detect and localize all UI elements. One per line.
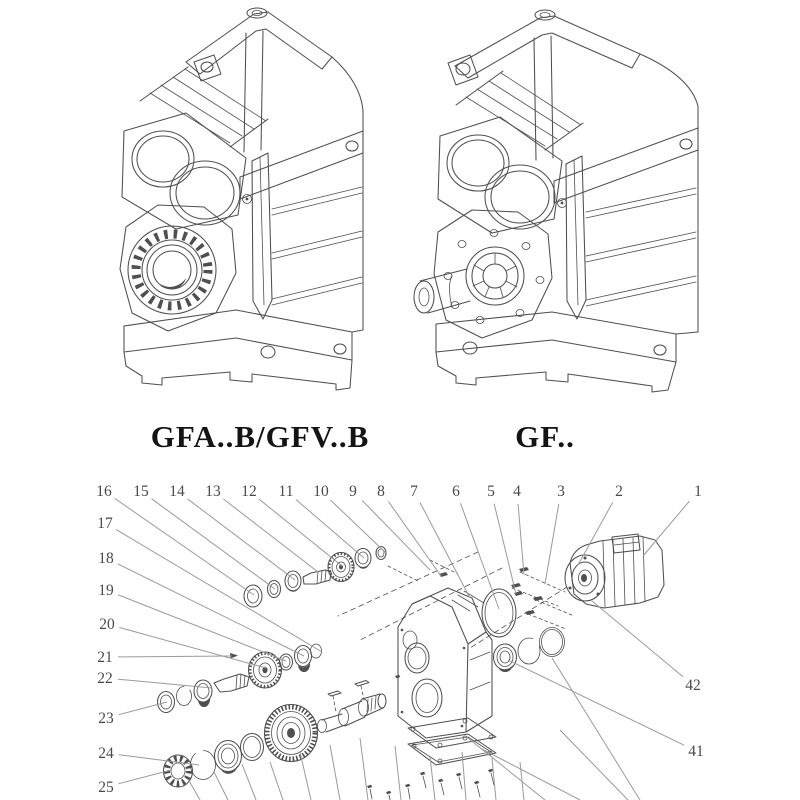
- motor: [565, 534, 664, 608]
- mounting-tab: [448, 55, 478, 85]
- gearbox-drawing-gfab: [120, 8, 363, 390]
- callout-7: [410, 483, 470, 598]
- callout-24: [98, 745, 199, 765]
- part-number-23: 23: [98, 710, 114, 727]
- callout-42: [592, 601, 701, 694]
- gearbox-drawing-gf: [414, 10, 698, 392]
- intermediate-shaft-assembly: [158, 644, 322, 713]
- part-number-2: 2: [615, 483, 623, 500]
- gasket-and-base-plate: [408, 718, 496, 765]
- exploded-view: [0, 470, 800, 800]
- part-number-5: 5: [487, 483, 495, 500]
- part-number-3: 3: [557, 483, 565, 500]
- mounting-feet: [436, 312, 698, 392]
- part-number-10: 10: [313, 483, 329, 500]
- callout-23: [98, 702, 167, 727]
- part-number-8: 8: [377, 483, 385, 500]
- callout-18: [98, 550, 304, 656]
- callout-layer: [96, 483, 704, 796]
- part-number-20: 20: [99, 616, 115, 633]
- output-flange-face: [434, 210, 552, 338]
- part-number-25: 25: [98, 779, 114, 796]
- callout-4: [513, 483, 524, 575]
- part-number-42: 42: [685, 677, 701, 694]
- callout-21: [97, 649, 232, 666]
- callout-25: [98, 770, 171, 796]
- callout-14: [169, 483, 295, 580]
- part-number-18: 18: [98, 550, 114, 567]
- input-shaft-assembly: [244, 547, 386, 608]
- part-number-24: 24: [98, 745, 114, 762]
- callout-5: [487, 483, 516, 594]
- mounting-feet: [124, 310, 363, 390]
- part-number-22: 22: [97, 670, 113, 687]
- part-number-11: 11: [278, 483, 294, 500]
- part-number-1: 1: [694, 483, 702, 500]
- callout-8: [377, 483, 441, 576]
- part-number-15: 15: [133, 483, 149, 500]
- callout-13: [205, 483, 318, 572]
- model-label-gf: GF..: [515, 419, 575, 454]
- model-label-gfab: GFA..B/GFV..B: [150, 419, 370, 454]
- adapter-rings: [482, 589, 565, 672]
- callout-1: [643, 483, 702, 556]
- part-number-9: 9: [349, 483, 357, 500]
- cooling-fins: [140, 67, 268, 147]
- part-number-16: 16: [96, 483, 112, 500]
- part-number-6: 6: [452, 483, 460, 500]
- output-shaft-assembly: [164, 681, 387, 788]
- oil-plug-icon: [535, 10, 555, 20]
- part-number-21: 21: [97, 649, 113, 666]
- part-number-7: 7: [410, 483, 418, 500]
- part-number-17: 17: [97, 515, 113, 532]
- shaft-keys: [328, 681, 369, 713]
- housing: [398, 588, 492, 738]
- part-number-41: 41: [688, 743, 704, 760]
- part-number-14: 14: [169, 483, 185, 500]
- part-number-12: 12: [241, 483, 257, 500]
- part-number-19: 19: [98, 582, 114, 599]
- cooling-fins: [456, 71, 583, 150]
- callout-20: [99, 616, 266, 668]
- part-number-4: 4: [513, 483, 521, 500]
- callout-3: [545, 483, 565, 584]
- part-number-13: 13: [205, 483, 221, 500]
